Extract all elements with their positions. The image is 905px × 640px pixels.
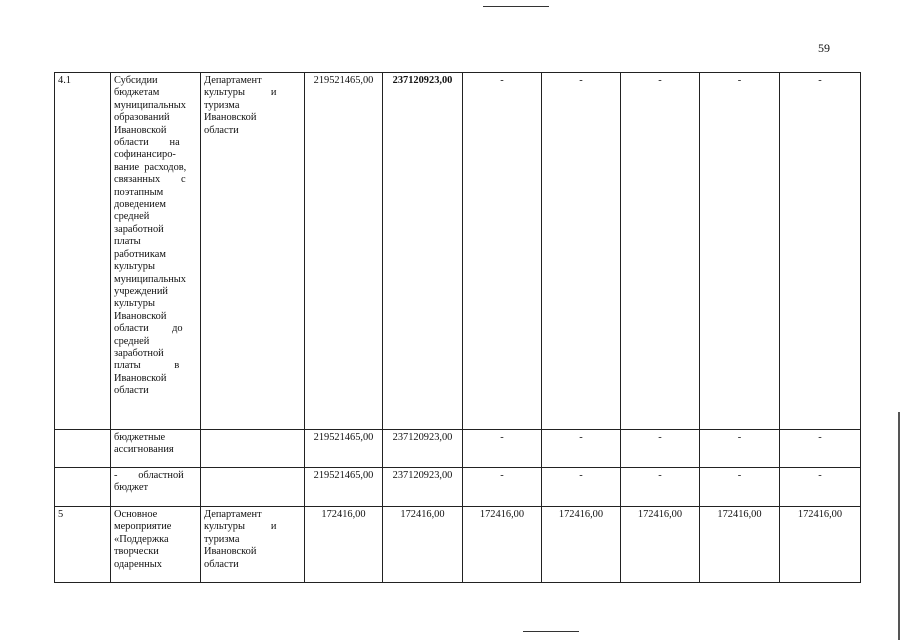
value-cell: -: [621, 73, 700, 430]
table-row: [55, 507, 861, 583]
value-cell: -: [542, 468, 621, 507]
value-cell: -: [463, 73, 542, 430]
page-number: 59: [818, 41, 830, 55]
value-cell: -: [463, 468, 542, 507]
row-name: бюджетные ассигнования: [111, 430, 201, 468]
value-cell: -: [621, 468, 700, 507]
row-executor: Департамент культуры и туризма Ивановской области: [201, 507, 305, 583]
value-cell: -: [463, 430, 542, 468]
value-cell: -: [780, 468, 861, 507]
row-executor: [201, 468, 305, 507]
row-executor: [201, 430, 305, 468]
value-cell: -: [700, 73, 780, 430]
value-cell: 219521465,00: [305, 73, 383, 430]
value-cell: 172416,00: [542, 507, 621, 583]
value-cell: 237120923,00: [383, 468, 463, 507]
value-cell: 237120923,00: [383, 430, 463, 468]
value-cell: 237120923,00: [383, 73, 463, 430]
top-scan-line: [483, 6, 549, 7]
value-cell: 172416,00: [700, 507, 780, 583]
bottom-scan-line: [523, 631, 579, 632]
value-cell: -: [542, 430, 621, 468]
row-name: - областной бюджет: [111, 468, 201, 507]
row-executor: Департамент культуры и туризма Ивановской области: [201, 73, 305, 430]
row-number: [55, 430, 111, 468]
table-row: [55, 430, 861, 468]
value-cell: -: [780, 430, 861, 468]
value-cell: -: [542, 73, 621, 430]
value-cell: 172416,00: [383, 507, 463, 583]
budget-table: [54, 72, 861, 583]
row-number: 5: [55, 507, 111, 583]
row-number: 4.1: [55, 73, 111, 430]
value-cell: 172416,00: [305, 507, 383, 583]
value-cell: -: [780, 73, 861, 430]
value-cell: 172416,00: [780, 507, 861, 583]
row-number: [55, 468, 111, 507]
value-cell: -: [621, 430, 700, 468]
row-name: Субсидии бюджетам муниципальных образований Ивановской области на софинансиро- вание расходов, связанных с поэтапным доведением средней заработной платы работникам культуры муниципальных учреждений культуры Ивановской области до средней заработной платы в Ивановской области: [111, 73, 201, 430]
value-cell: 219521465,00: [305, 468, 383, 507]
row-name: Основное мероприятие «Поддержка творчески одаренных: [111, 507, 201, 583]
right-edge-shadow: [898, 412, 900, 640]
value-cell: 172416,00: [621, 507, 700, 583]
value-cell: -: [700, 468, 780, 507]
table-row: [55, 468, 861, 507]
table-row: [55, 73, 861, 430]
value-cell: -: [700, 430, 780, 468]
value-cell: 219521465,00: [305, 430, 383, 468]
value-cell: 172416,00: [463, 507, 542, 583]
